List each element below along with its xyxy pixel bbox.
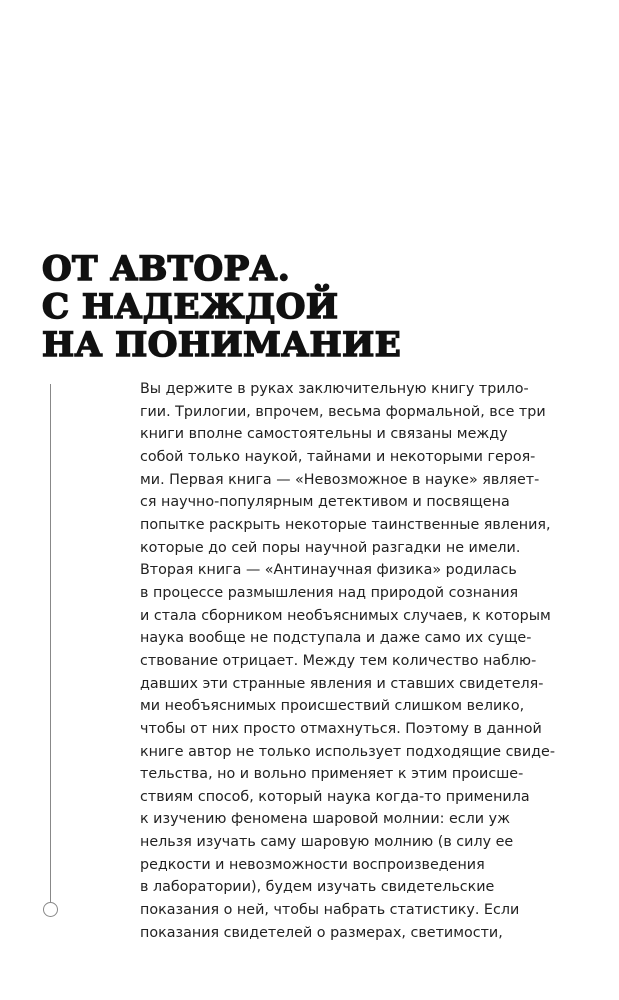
- text-line: книге автор не только использует подходящие свиде-: [140, 743, 555, 760]
- body-text: [140, 378, 555, 944]
- text-line: книги вполне самостоятельны и связаны между: [140, 426, 508, 443]
- text-line: ствование отрицает. Между тем количество наблю-: [140, 652, 537, 669]
- text-line: ми. Первая книга — «Невозможное в науке» являет-: [140, 471, 540, 488]
- heading-line: С НАДЕЖДОЙ: [42, 287, 339, 327]
- text-line: и стала сборником необъяснимых случаев, к которым: [140, 607, 551, 624]
- text-line: тельства, но и вольно применяет к этим происше-: [140, 766, 524, 783]
- text-line: нельзя изучать саму шаровую молнию (в силу ее: [140, 834, 514, 851]
- chapter-heading: [42, 250, 401, 364]
- heading-line: НА ПОНИМАНИЕ: [42, 325, 402, 365]
- text-line: ся научно-популярным детективом и посвящена: [140, 494, 510, 511]
- text-line: к изучению феномена шаровой молнии: если уж: [140, 811, 510, 828]
- text-line: ствиям способ, который наука когда-то применила: [140, 788, 530, 805]
- vertical-rule-decoration: [50, 384, 51, 902]
- text-line: Вторая книга — «Антинаучная физика» родилась: [140, 562, 517, 579]
- text-line: наука вообще не подступала и даже само их суще-: [140, 630, 532, 647]
- text-line: Вы держите в руках заключительную книгу трило-: [140, 381, 529, 397]
- text-line: редкости и невозможности воспроизведения: [140, 856, 485, 873]
- heading-line: ОТ АВТОРА.: [42, 249, 291, 289]
- text-line: гии. Трилогии, впрочем, весьма формальной, все три: [140, 403, 546, 420]
- text-line: чтобы от них просто отмахнуться. Поэтому в данной: [140, 720, 542, 737]
- text-line: ми необъяснимых происшествий слишком велико,: [140, 698, 525, 715]
- text-line: показания о ней, чтобы набрать статистику. Если: [140, 902, 520, 919]
- text-line: в процессе размышления над природой сознания: [140, 584, 519, 601]
- text-line: которые до сей поры научной разгадки не имели.: [140, 539, 521, 556]
- text-line: в лаборатории), будем изучать свидетельские: [140, 879, 495, 896]
- circle-decoration-icon: [43, 902, 58, 917]
- text-line: попытке раскрыть некоторые таинственные явления,: [140, 516, 551, 533]
- text-line: показания свидетелей о размерах, светимости,: [140, 924, 503, 941]
- text-line: давших эти странные явления и ставших свидетеля-: [140, 675, 544, 692]
- text-line: собой только наукой, тайнами и некоторыми героя-: [140, 448, 536, 465]
